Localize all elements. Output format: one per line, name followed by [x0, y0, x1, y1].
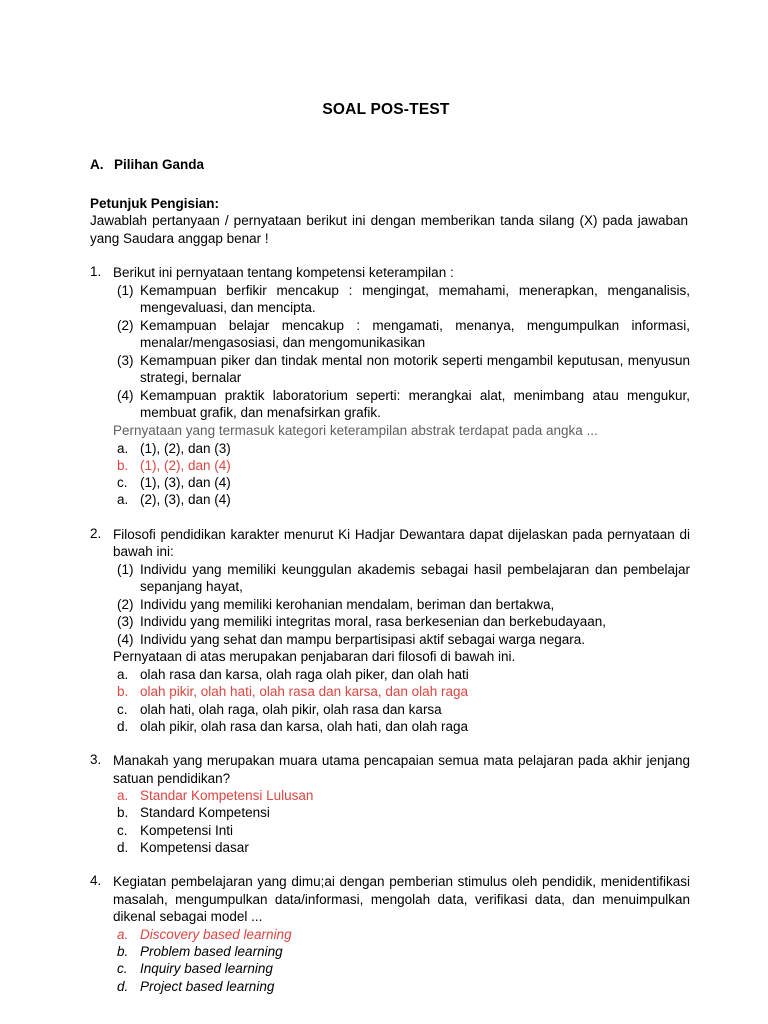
question-item	[90, 752, 690, 856]
sublist-marker: (4)	[117, 387, 134, 403]
answer-options	[113, 440, 690, 509]
option-text: (1), (3), dan (4)	[140, 475, 231, 491]
sublist-marker: (4)	[117, 631, 134, 647]
sublist-marker: (3)	[117, 614, 134, 630]
option-letter: c.	[117, 822, 128, 838]
answer-option[interactable]	[113, 701, 690, 718]
question-item	[90, 264, 690, 509]
answer-options	[113, 787, 690, 856]
answer-option[interactable]	[113, 787, 690, 804]
sublist-text: Individu yang memiliki integritas moral, rasa berkesenian dan berkebudayaan,	[140, 614, 607, 630]
sublist-marker: (2)	[117, 596, 134, 612]
sublist-item	[113, 631, 690, 649]
option-text: Project based learning	[140, 978, 275, 994]
option-text: Kompetensi Inti	[140, 822, 234, 838]
question-item	[90, 873, 690, 995]
answer-option[interactable]	[113, 943, 690, 960]
option-letter: c.	[117, 475, 128, 491]
question-item	[90, 526, 690, 735]
option-letter: a.	[117, 667, 129, 682]
sublist-text: Kemampuan berfikir mencakup : mengingat, memahami, menerapkan, menganalisis, mengevaluasi, dan mencipta.	[140, 282, 690, 316]
answer-option[interactable]	[113, 804, 690, 821]
sublist-item	[113, 561, 690, 596]
option-text: Standard Kompetensi	[140, 805, 270, 821]
sublist-item	[113, 352, 690, 387]
question-sublist	[113, 561, 690, 649]
option-text: olah hati, olah raga, olah pikir, olah rasa dan karsa	[140, 701, 442, 717]
sublist-text: Individu yang memiliki keunggulan akademis sebagai hasil pembelajaran dan pembelajar sepanjang hayat,	[140, 561, 690, 595]
option-text: (1), (2), dan (3)	[140, 440, 231, 456]
section-heading	[90, 157, 690, 172]
sublist-item	[113, 317, 690, 352]
option-letter: a.	[117, 926, 129, 942]
sublist-text: Individu yang sehat dan mampu berpartisipasi aktif sebagai warga negara.	[140, 631, 586, 647]
answer-option[interactable]	[113, 666, 690, 683]
sublist-item	[113, 613, 690, 631]
questions-list	[90, 264, 690, 995]
answer-options	[113, 926, 690, 995]
question-lead-in: Pernyataan di atas merupakan penjabaran dari filosofi di bawah ini.	[113, 649, 516, 665]
sublist-marker: (2)	[117, 317, 134, 333]
answer-option[interactable]	[113, 440, 690, 457]
sublist-text: Individu yang memiliki kerohanian mendalam, beriman dan bertakwa,	[140, 596, 555, 612]
instructions-title: Petunjuk Pengisian:	[90, 196, 220, 211]
option-letter: a.	[117, 788, 129, 804]
answer-option[interactable]	[113, 926, 690, 943]
option-letter: c.	[117, 961, 128, 977]
question-text: Berikut ini pernyataan tentang kompetensi keterampilan :	[113, 265, 454, 281]
answer-option[interactable]	[113, 457, 690, 474]
question-number: 4.	[90, 873, 102, 889]
option-text: olah pikir, olah rasa dan karsa, olah hati, dan olah raga	[140, 718, 468, 734]
sublist-text: Kemampuan praktik laboratorium seperti: merangkai alat, menimbang atau mengukur, membuat grafik, dan menafsirkan grafik.	[140, 387, 690, 421]
answer-option[interactable]	[113, 474, 690, 491]
question-number: 3.	[90, 752, 102, 768]
sublist-text: Kemampuan belajar mencakup : mengamati, menanya, mengumpulkan informasi, menalar/mengasosiasi, dan mengomunikasikan	[140, 317, 690, 351]
option-text: olah pikir, olah hati, olah rasa dan karsa, dan olah raga	[140, 684, 468, 700]
answer-options	[113, 666, 690, 735]
instructions-body: Jawablah pertanyaan / pernyataan berikut ini dengan memberikan tanda silang (X) pada jawaban yang Saudara anggap benar !	[90, 213, 688, 246]
sublist-item	[113, 387, 690, 422]
option-letter: a.	[117, 440, 129, 456]
option-text: Discovery based learning	[140, 926, 292, 942]
option-text: Problem based learning	[140, 944, 283, 960]
question-text: Manakah yang merupakan muara utama pencapaian semua mata pelajaran pada akhir jenjang satuan pendidikan?	[113, 753, 690, 786]
sublist-item	[113, 282, 690, 317]
option-text: (1), (2), dan (4)	[140, 457, 231, 473]
answer-option[interactable]	[113, 822, 690, 839]
option-text: Kompetensi dasar	[140, 839, 249, 855]
question-text: Kegiatan pembelajaran yang dimu;ai dengan pemberian stimulus oleh pendidik, menidentifikasi masalah, mengumpulkan data/informasi, mengolah data, verifikasi data, dan menuimpulkan dikenal sebagai model ...	[113, 874, 690, 925]
option-letter: b.	[117, 805, 129, 821]
option-letter: d.	[117, 839, 129, 855]
option-letter: b.	[117, 944, 129, 960]
option-text: Inquiry based learning	[140, 961, 273, 977]
option-letter: b.	[117, 457, 129, 473]
section-letter: A.	[90, 157, 104, 172]
question-sublist	[113, 282, 690, 422]
option-text: Standar Kompetensi Lulusan	[140, 788, 314, 804]
option-letter: c.	[117, 701, 128, 717]
option-letter: d.	[117, 718, 129, 734]
option-text: (2), (3), dan (4)	[140, 492, 231, 508]
question-text: Filosofi pendidikan karakter menurut Ki Hadjar Dewantara dapat dijelaskan pada pernyataan di bawah ini:	[113, 526, 690, 560]
sublist-marker: (3)	[117, 352, 134, 368]
answer-option[interactable]	[113, 683, 690, 700]
answer-option[interactable]	[113, 718, 690, 735]
sublist-marker: (1)	[117, 561, 134, 577]
sublist-marker: (1)	[117, 282, 134, 298]
answer-option[interactable]	[113, 839, 690, 856]
answer-option[interactable]	[113, 960, 690, 977]
answer-option[interactable]	[113, 491, 690, 508]
answer-option[interactable]	[113, 978, 690, 995]
sublist-text: Kemampuan piker dan tindak mental non motorik seperti mengambil keputusan, menyusun strategi, bernalar	[140, 352, 690, 386]
option-letter: a.	[117, 492, 129, 508]
option-letter: b.	[117, 684, 129, 700]
option-letter: d.	[117, 978, 129, 994]
option-text: olah rasa dan karsa, olah raga olah piker, dan olah hati	[140, 667, 469, 682]
section-label: Pilihan Ganda	[114, 157, 205, 172]
question-number: 1.	[90, 264, 102, 280]
question-number: 2.	[90, 525, 102, 541]
page-title: SOAL POS-TEST	[322, 101, 450, 118]
sublist-item	[113, 596, 690, 614]
question-lead-in: Pernyataan yang termasuk kategori keterampilan abstrak terdapat pada angka ...	[113, 423, 598, 439]
